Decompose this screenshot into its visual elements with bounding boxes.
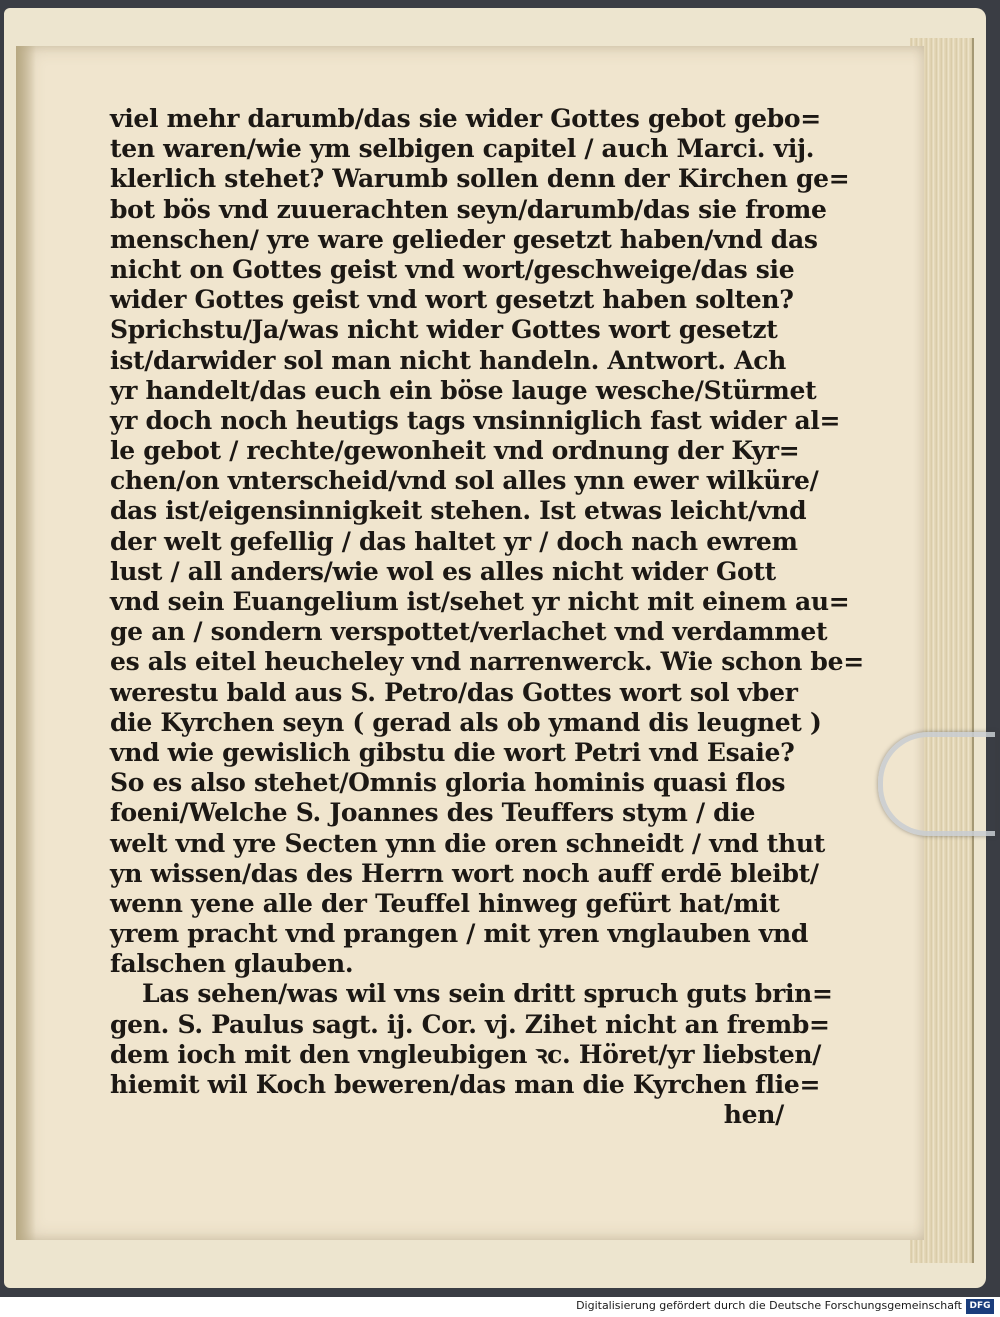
text-line: yn wissen/das des Herrn wort noch auff erdē bleibt/ — [110, 858, 819, 888]
text-line: Sprichstu/Ja/was nicht wider Gottes wort gesetzt — [110, 315, 778, 345]
footer-bar — [0, 1297, 1000, 1317]
text-line: die Kyrchen seyn ( gerad als ob ymand dis leugnet ) — [110, 707, 822, 737]
text-line: der welt gefellig / das haltet yr / doch nach ewrem — [110, 526, 798, 556]
text-line: So es also stehet/Omnis gloria hominis quasi flos — [110, 768, 786, 798]
text-line: yr doch noch heutigs tags vnsinniglich fast wider al= — [110, 405, 841, 435]
text-line: klerlich stehet? Warumb sollen denn der Kirchen ge= — [110, 164, 850, 194]
text-line: vnd sein Euangelium ist/sehet yr nicht mit einem au= — [110, 587, 850, 616]
text-line: menschen/ yre ware gelieder gesetzt haben/vnd das — [110, 224, 818, 254]
text-line: chen/on vnterscheid/vnd sol alles ynn ewer wilküre/ — [110, 466, 819, 496]
text-line: lust / all anders/wie wol es alles nicht wider Gott — [110, 556, 776, 586]
text-line: es als eitel heucheley vnd narrenwerck. Wie schon be= — [110, 647, 864, 677]
book-page — [16, 46, 924, 1240]
text-line: le gebot / rechte/gewonheit vnd ordnung der Kyr= — [110, 436, 800, 466]
text-line: yrem pracht vnd prangen / mit yren vnglauben vnd — [110, 919, 809, 949]
bookmark-clip — [878, 732, 995, 836]
dfg-logo: DFG — [966, 1299, 994, 1314]
text-line: falschen glauben. — [110, 949, 354, 979]
page-gutter — [16, 46, 36, 1240]
text-line: welt vnd yre Secten ynn die oren schneidt / vnd thut — [110, 828, 826, 858]
footer-credit: Digitalisierung gefördert durch die Deutsche Forschungsgemeinschaft — [576, 1299, 962, 1312]
text-line: ge an / sondern verspottet/verlachet vnd verdammet — [110, 617, 828, 647]
text-line: bot bös vnd zuuerachten seyn/darumb/das sie frome — [110, 194, 827, 224]
text-line: hiemit wil Koch beweren/das man die Kyrchen flie= — [110, 1070, 821, 1099]
text-line: ten waren/wie ym selbigen capitel / auch Marci. vij. — [110, 134, 815, 164]
text-line: wenn yene alle der Teuffel hinweg gefürt hat/mit — [110, 888, 780, 918]
text-line: yr handelt/das euch ein böse lauge wesche/Stürmet — [110, 375, 817, 405]
text-line: viel mehr darumb/das sie wider Gottes gebot gebo= — [110, 104, 821, 133]
text-line: foeni/Welche S. Joannes des Teuffers stym / die — [110, 798, 756, 828]
text-line: werestu bald aus S. Petro/das Gottes wort sol vber — [110, 677, 798, 707]
text-line: dem ioch mit den vngleubigen ꝛc. Höret/yr liebsten/ — [110, 1039, 822, 1069]
text-line: gen. S. Paulus sagt. ij. Cor. vj. Zihet nicht an fremb= — [110, 1009, 830, 1039]
catchword: hen/ — [723, 1100, 784, 1130]
text-line: ist/darwider sol man nicht handeln. Antwort. Ach — [110, 345, 787, 375]
text-line: das ist/eigensinnigkeit stehen. Ist etwas leicht/vnd — [110, 496, 807, 526]
text-block — [110, 104, 864, 1130]
text-line: vnd wie gewislich gibstu die wort Petri vnd Esaie? — [110, 737, 795, 767]
text-line: wider Gottes geist vnd wort gesetzt haben solten? — [110, 285, 794, 315]
text-line: nicht on Gottes geist vnd wort/geschweige/das sie — [110, 254, 795, 284]
text-line: Las sehen/was wil vns sein dritt spruch guts brin= — [142, 979, 833, 1009]
